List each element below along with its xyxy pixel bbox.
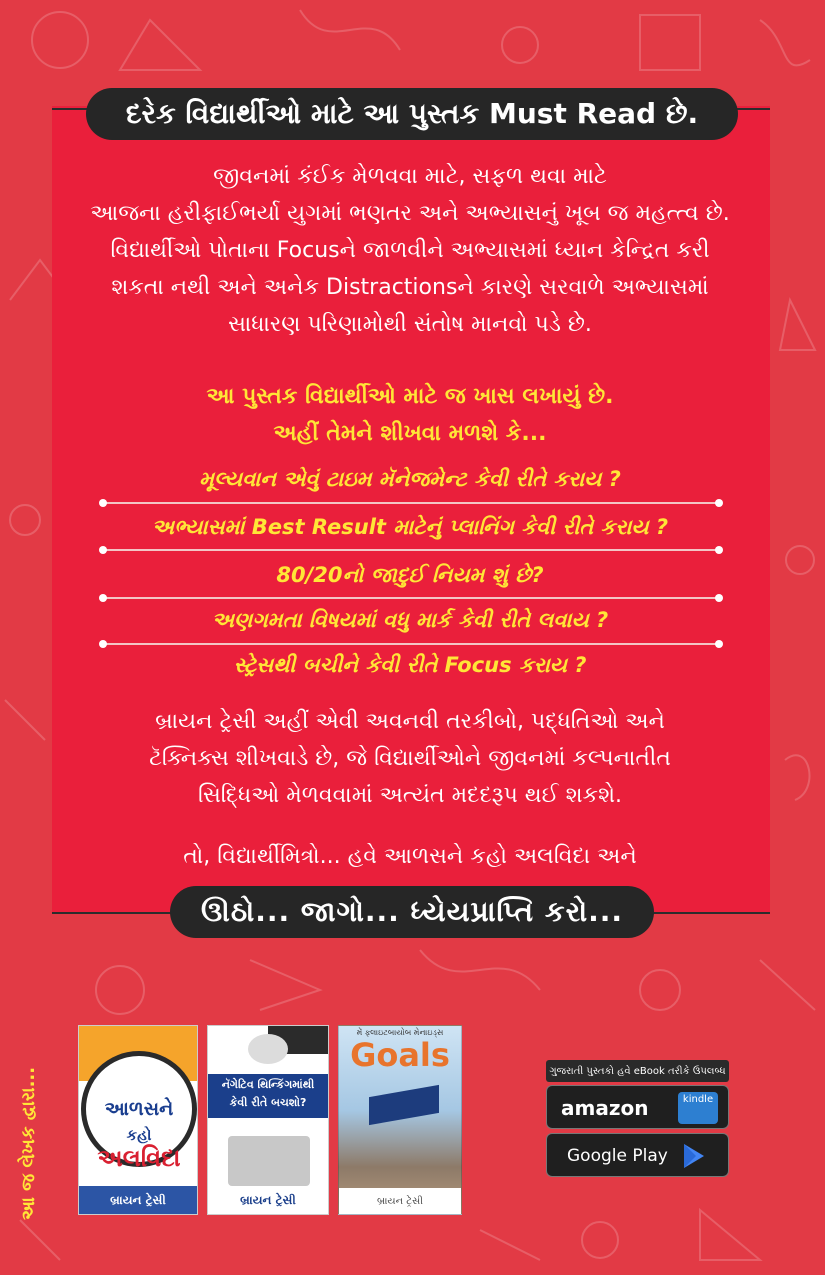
book1-author: બ્રાયન ટ્રેસી bbox=[79, 1186, 197, 1214]
kindle-icon bbox=[678, 1092, 718, 1124]
special-line: અહીં તેમને શીખવા મળશે કે... bbox=[273, 421, 547, 446]
kindle-label: kindle bbox=[682, 1094, 714, 1105]
outro-line: ટૅક્નિક્સ શીખવાડે છે, જે વિદ્યાર્થીઓને જીવનમાં કલ્પનાતીત bbox=[149, 746, 671, 771]
outro-line: બ્રાયન ટ્રેસી અહીં એવી અવનવી તરકીબો, પદ્ધતિઓ અને bbox=[155, 709, 665, 734]
book2-title-line2: કેવી રીતે બચશો? bbox=[229, 1096, 307, 1109]
intro-line: જીવનમાં કંઈક મેળવવા માટે, સફળ થવા માટે bbox=[213, 164, 607, 189]
intro-line: શકતા નથી અને અનેક Distractionsને કારણે સરવાળે અભ્યાસમાં bbox=[111, 275, 709, 300]
question-item: અભ્યાસમાં Best Result માટેનું પ્લાનિંગ કેવી રીતે કરાય ? bbox=[151, 515, 669, 539]
header-banner-text: દરેક વિદ્યાર્થીઓ માટે આ પુસ્તક Must Read છે. bbox=[125, 97, 699, 130]
question-divider bbox=[103, 597, 719, 599]
footer-rule-left bbox=[52, 912, 174, 914]
outro-line: સિદ્ધિઓ મેળવવામાં અત્યંત મદદરૂપ થઈ શકશે. bbox=[197, 783, 623, 808]
closing-line bbox=[60, 838, 760, 875]
question-item: સ્ટ્રેસથી બચીને કેવી રીતે Focus કરાય ? bbox=[233, 653, 587, 677]
closing-line-text: તો, વિદ્યાર્થીમિત્રો... હવે આળસને કહો અલવિદા અને bbox=[183, 844, 637, 869]
special-line: આ પુસ્તક વિદ્યાર્થીઓ માટે જ ખાસ લખાયું છે. bbox=[206, 384, 614, 409]
book-cover-aalas-ne-kaho-alvida[interactable] bbox=[78, 1025, 198, 1215]
footer-banner bbox=[170, 886, 654, 938]
amazon-logo-text: amazon bbox=[561, 1096, 649, 1120]
book1-subtitle: કહો bbox=[126, 1126, 152, 1144]
question-item: મૂલ્યવાન એવું ટાઇમ મૅનેજમેન્ટ કેવી રીતે કરાય ? bbox=[199, 467, 621, 491]
question-divider bbox=[103, 549, 719, 551]
intro-paragraph bbox=[60, 158, 760, 343]
amazon-kindle-badge[interactable] bbox=[546, 1085, 729, 1129]
same-author-label: આ જ લેખક દ્વારા... bbox=[18, 1066, 39, 1220]
book1-title: આળસને bbox=[104, 1098, 174, 1120]
book3-title: Goals bbox=[350, 1036, 450, 1074]
outro-paragraph bbox=[60, 703, 760, 814]
question-divider bbox=[103, 643, 719, 645]
book2-title bbox=[208, 1076, 328, 1112]
book3-author: બ્રાયન ટ્રેસી bbox=[339, 1188, 461, 1214]
book2-author: બ્રાયન ટ્રેસી bbox=[208, 1186, 328, 1214]
footer-banner-text: ઊઠો... જાગો... ધ્યેયપ્રાપ્તિ કરો... bbox=[200, 895, 624, 928]
book1-title-big: અલવિદા bbox=[97, 1144, 181, 1172]
question-item: 80/20નો જાદુઈ નિયમ શું છે? bbox=[276, 563, 544, 587]
intro-line: આજના હરીફાઈભર્યા યુગમાં ભણતર અને અભ્યાસનું ખૂબ જ મહત્ત્વ છે. bbox=[90, 201, 730, 226]
header-banner bbox=[86, 88, 738, 140]
book-cover-negative-thinking[interactable] bbox=[207, 1025, 329, 1215]
intro-line: વિદ્યાર્થીઓ પોતાના Focusને જાળવીને અભ્યાસમાં ધ્યાન કેન્દ્રિત કરી bbox=[110, 238, 710, 263]
book3-tagline: મેં ફ્લાઇટબાયોબ મેનાઇડ્સ bbox=[356, 1028, 444, 1037]
question-divider bbox=[103, 502, 719, 504]
wastebin-icon bbox=[228, 1136, 310, 1186]
question-item: અણગમતા વિષયમાં વધુ માર્ક કેવી રીતે લવાય ? bbox=[211, 608, 609, 632]
google-play-text: Google Play bbox=[567, 1146, 668, 1166]
book-cover-goals[interactable] bbox=[338, 1025, 462, 1215]
google-play-badge[interactable] bbox=[546, 1133, 729, 1177]
intro-line: સાધારણ પરિણામોથી સંતોષ માનવો પડે છે. bbox=[228, 312, 592, 337]
footer-rule-right bbox=[650, 912, 770, 914]
ebook-availability-label: ગુજરાતી પુસ્તકો હવે eBook તરીકે ઉપલબ્ધ bbox=[546, 1060, 729, 1082]
book2-title-line1: નૅગેટિવ થિન્કિંગમાંથી bbox=[221, 1078, 315, 1091]
flag-icon bbox=[369, 1085, 439, 1125]
crumpled-paper-icon bbox=[248, 1034, 288, 1064]
google-play-books-icon bbox=[680, 1142, 708, 1170]
special-paragraph bbox=[60, 378, 760, 452]
